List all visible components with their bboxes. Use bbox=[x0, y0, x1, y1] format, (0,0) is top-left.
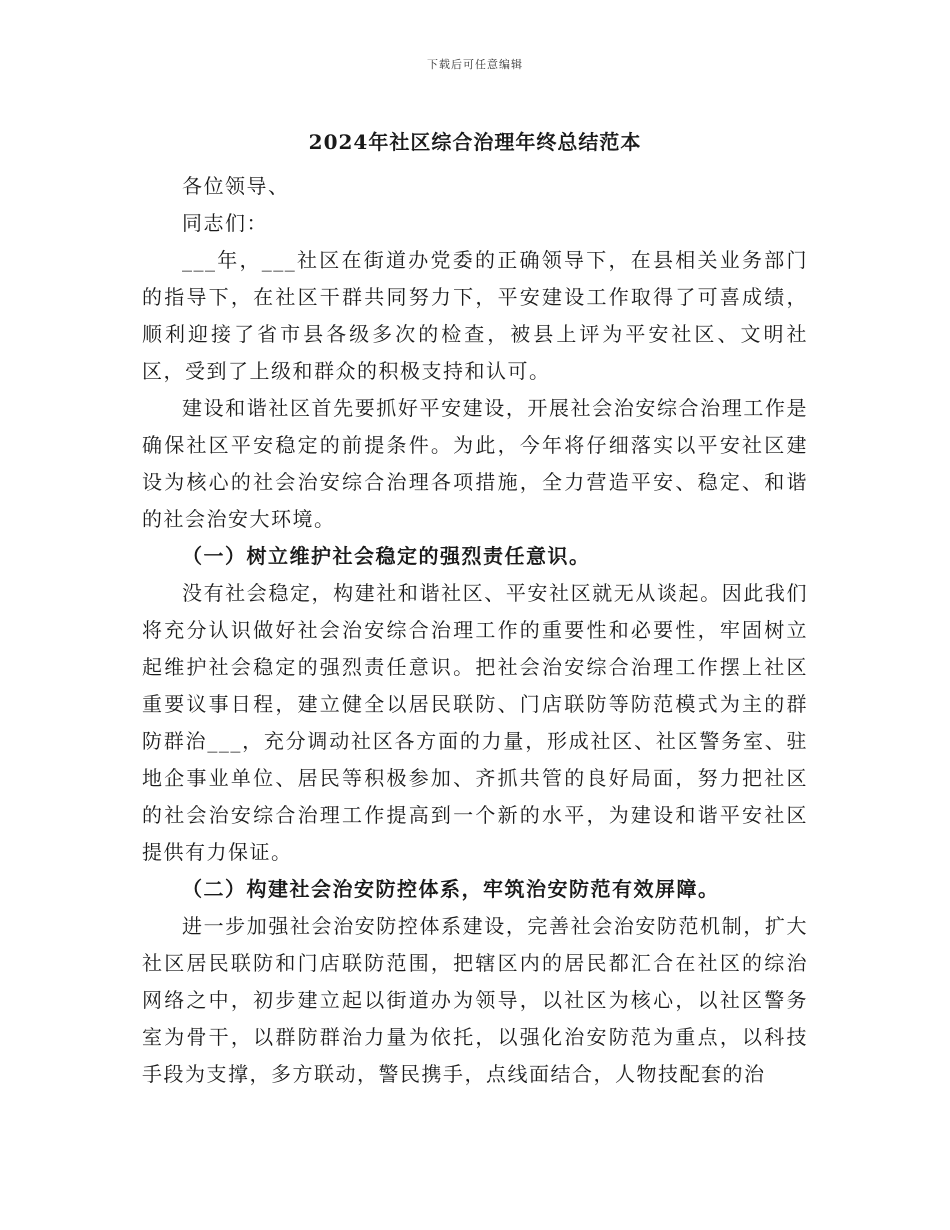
body-paragraph: ___年，___社区在街道办党委的正确领导下，在县相关业务部门的指导下，在社区干群共同努力下，平安建设工作取得了可喜成绩，顺利迎接了省市县各级多次的检查，被县上评为平安社区、文明社区，受到了上级和群众的积极支持和认可。 bbox=[142, 248, 808, 383]
body-paragraph: 建设和谐社区首先要抓好平安建设，开展社会治安综合治理工作是确保社区平安稳定的前提条件。为此，今年将仔细落实以平安社区建设为核心的社会治安综合治理各项措施，全力营造平安、稳定、和谐的社会治安大环境。 bbox=[142, 396, 808, 531]
page-header-note: 下载后可任意编辑 bbox=[427, 58, 523, 71]
document-title: 2024年社区综合治理年终总结范本 bbox=[308, 130, 642, 154]
document-body bbox=[142, 168, 808, 1093]
body-paragraph: 进一步加强社会治安防控体系建设，完善社会治安防范机制，扩大社区居民联防和门店联防范围，把辖区内的居民都汇合在社区的综治网络之中，初步建立起以街道办为领导，以社区为核心，以社区警务室为骨干，以群防群治力量为依托，以强化治安防范为重点，以科技手段为支撑，多方联动，警民携手，点线面结合，人物技配套的治 bbox=[142, 914, 808, 1086]
salutation-line: 各位领导、 bbox=[182, 174, 290, 198]
salutation-line: 同志们： bbox=[182, 211, 268, 235]
section-heading: （一）树立维护社会稳定的强烈责任意识。 bbox=[182, 544, 591, 568]
section-heading: （二）构建社会治安防控体系，牢筑治安防范有效屏障。 bbox=[182, 877, 720, 901]
body-paragraph: 没有社会稳定，构建社和谐社区、平安社区就无从谈起。因此我们将充分认识做好社会治安综合治理工作的重要性和必要性，牢固树立起维护社会稳定的强烈责任意识。把社会治安综合治理工作摆上社区重要议事日程，建立健全以居民联防、门店联防等防范模式为主的群防群治___，充分调动社区各方面的力量，形成社区、社区警务室、驻地企事业单位、居民等积极参加、齐抓共管的良好局面，努力把社区的社会治安综合治理工作提高到一个新的水平，为建设和谐平安社区提供有力保证。 bbox=[142, 581, 808, 864]
